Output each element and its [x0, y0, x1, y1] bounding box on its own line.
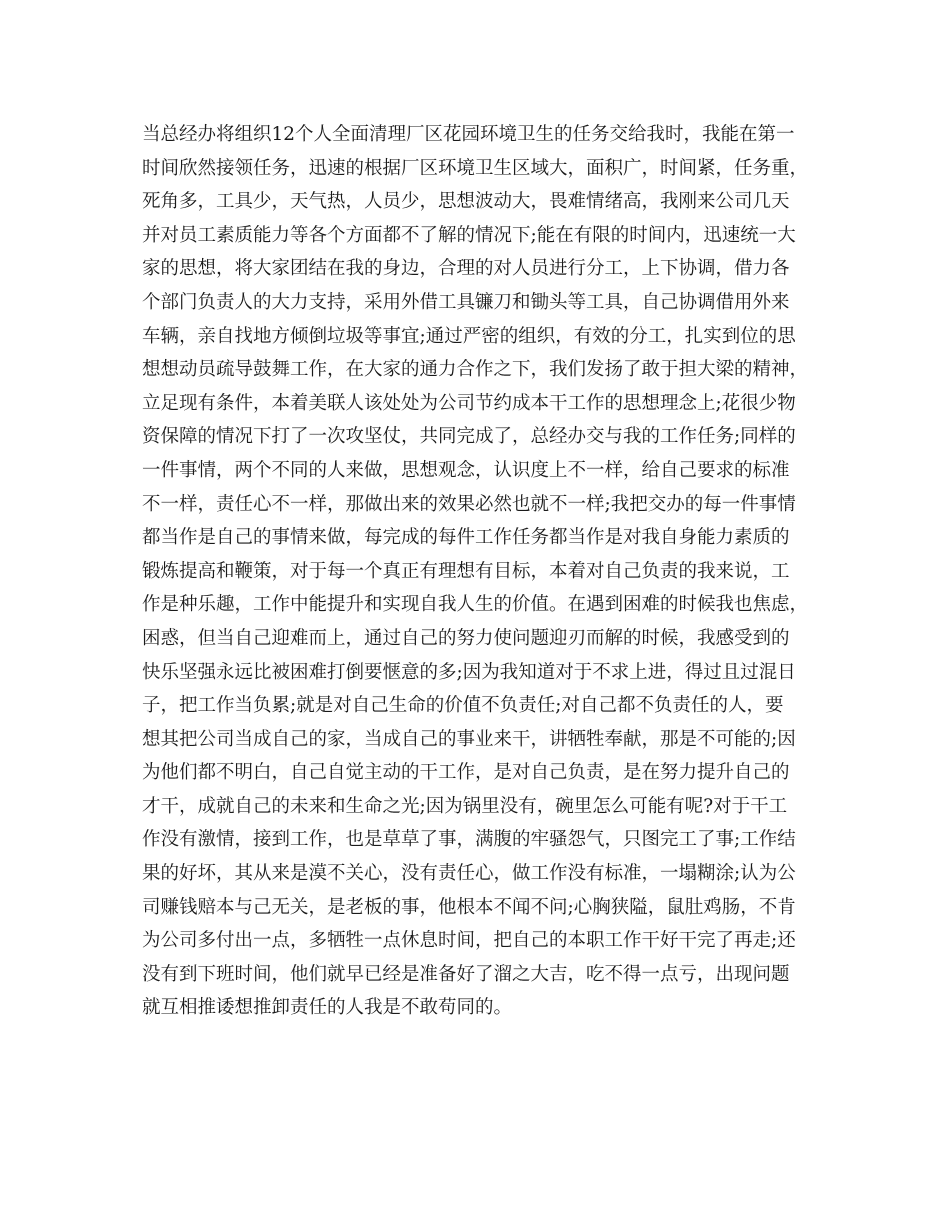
text-line: 作没有激情，接到工作，也是草草了事，满腹的牢骚怨气，只图完工了事;工作结: [142, 829, 796, 851]
text-line: 资保障的情况下打了一次攻坚仗，共同完成了，总经办交与我的工作任务;同样的: [142, 426, 796, 448]
text-line: 不一样，责任心不一样，那做出来的效果必然也就不一样;我把交办的每一件事情: [142, 493, 796, 515]
text-line: 想想动员疏导鼓舞工作，在大家的通力合作之下，我们发扬了敢于担大梁的精神，: [142, 359, 809, 381]
body-paragraph: [142, 118, 822, 1025]
text-line: 家的思想，将大家团结在我的身边，合理的对人员进行分工，上下协调，借力各: [142, 258, 790, 280]
text-line: 快乐坚强永远比被困难打倒要惬意的多;因为我知道对于不求上进，得过且过混日: [142, 661, 796, 683]
text-line: 时间欣然接领任务，迅速的根据厂区环境卫生区域大，面积广，时间紧，任务重，: [142, 157, 809, 179]
text-line: 并对员工素质能力等各个方面都不了解的情况下;能在有限的时间内，迅速统一大: [142, 224, 796, 246]
text-line: 想其把公司当成自己的家，当成自己的事业来干，讲牺牲奉献，那是不可能的;因: [142, 728, 796, 750]
text-line: 才干，成就自己的未来和生命之光;因为锅里没有，碗里怎么可能有呢?对于干工: [142, 795, 788, 817]
text-line: 都当作是自己的事情来做，每完成的每件工作任务都当作是对我自身能力素质的: [142, 527, 790, 549]
text-line: 个部门负责人的大力支持，采用外借工具镰刀和锄头等工具，自己协调借用外来: [142, 291, 790, 313]
text-line: 锻炼提高和鞭策，对于每一个真正有理想有目标，本着对自己负责的我来说，工: [142, 560, 790, 582]
text-line: 为他们都不明白，自己自觉主动的干工作，是对自己负责，是在努力提升自己的: [142, 762, 790, 784]
text-line: 没有到下班时间，他们就早已经是准备好了溜之大吉，吃不得一点亏，出现问题: [142, 963, 790, 985]
text-line: 果的好坏，其从来是漠不关心，没有责任心，做工作没有标准，一塌糊涂;认为公: [142, 863, 796, 885]
text-line: 困惑，但当自己迎难而上，通过自己的努力使问题迎刃而解的时候，我感受到的: [142, 627, 790, 649]
text-line: 就互相推诿想推卸责任的人我是不敢苟同的。: [142, 997, 513, 1019]
text-line: 子，把工作当负累;就是对自己生命的价值不负责任;对自己都不负责任的人，要: [142, 695, 784, 717]
text-line: 立足现有条件，本着美联人该处处为公司节约成本干工作的思想理念上;花很少物: [142, 392, 796, 414]
text-line: 死角多，工具少，天气热，人员少，思想波动大，畏难情绪高，我刚来公司几天: [142, 191, 790, 213]
text-line: 车辆，亲自找地方倾倒垃圾等事宜;通过严密的组织，有效的分工，扎实到位的思: [142, 325, 796, 347]
text-line: 为公司多付出一点，多牺牲一点休息时间，把自己的本职工作干好干完了再走;还: [142, 930, 796, 952]
text-line: 作是种乐趣，工作中能提升和实现自我人生的价值。在遇到困难的时候我也焦虑，: [142, 594, 809, 616]
text-line: 一件事情，两个不同的人来做，思想观念，认识度上不一样，给自己要求的标准: [142, 459, 790, 481]
text-line: 司赚钱赔本与己无关，是老板的事，他根本不闻不问;心胸狭隘，鼠肚鸡肠，不肯: [142, 896, 796, 918]
text-line: 当总经办将组织12个人全面清理厂区花园环境卫生的任务交给我时，我能在第一: [142, 124, 795, 145]
